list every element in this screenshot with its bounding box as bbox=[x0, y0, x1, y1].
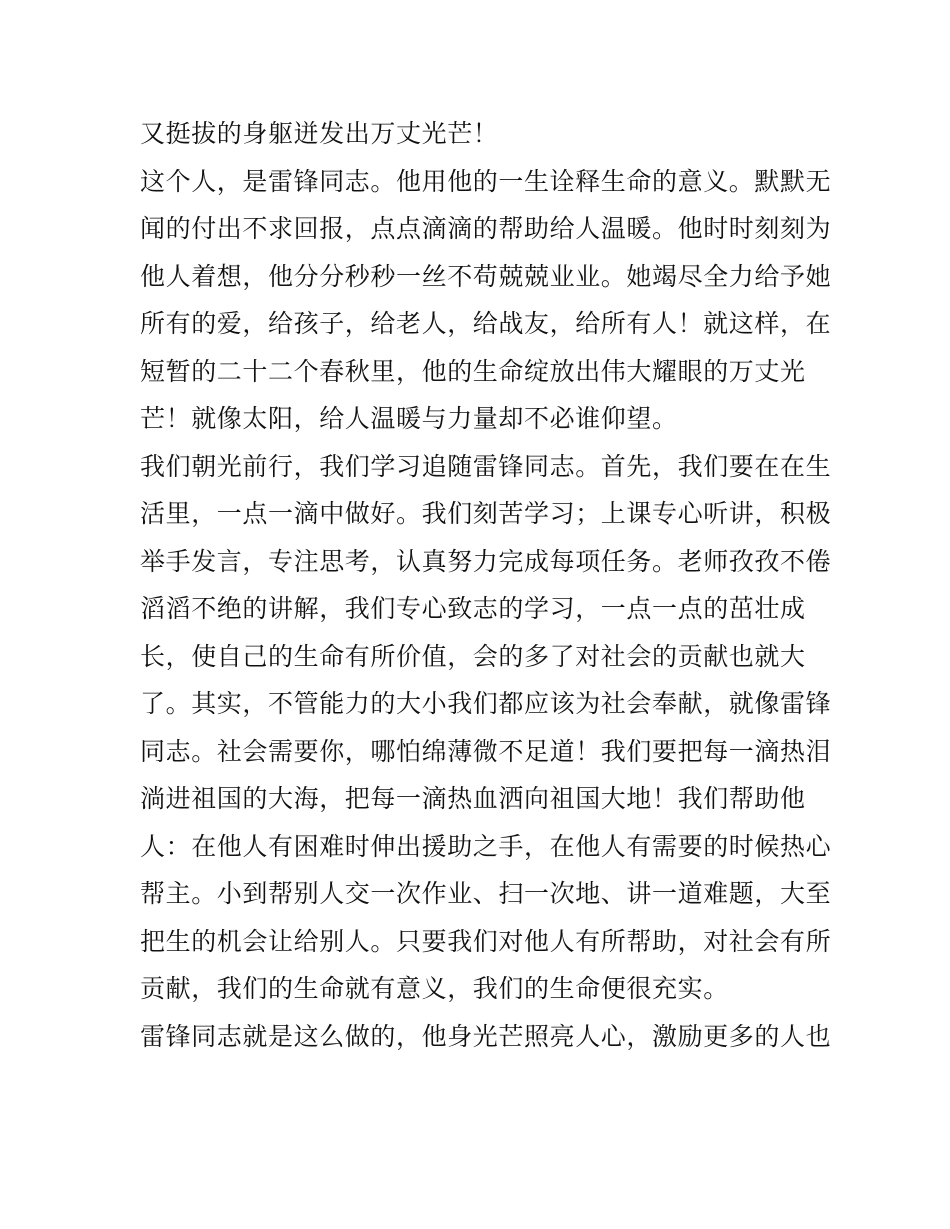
text-line: 闻的付出不求回报，点点滴滴的帮助给人温暖。他时时刻刻为 bbox=[140, 214, 832, 243]
text-line: 把生的机会让给别人。只要我们对他人有所帮助，对社会有所 bbox=[140, 926, 832, 956]
text-line: 他人着想，他分分秒秒一丝不苟兢兢业业。她竭尽全力给予她 bbox=[140, 261, 832, 291]
text-line: 活里，一点一滴中做好。我们刻苦学习；上课专心听讲，积极 bbox=[140, 499, 832, 528]
text-line: 贡献，我们的生命就有意义，我们的生命便很充实。 bbox=[140, 974, 729, 1003]
document-body bbox=[140, 110, 832, 1060]
text-line: 我们朝光前行，我们学习追随雷锋同志。首先，我们要在在生 bbox=[140, 451, 832, 481]
text-line: 所有的爱，给孩子，给老人，给战友，给所有人！就这样，在 bbox=[140, 309, 832, 338]
text-line: 人：在他人有困难时伸出援助之手，在他人有需要的时候热心 bbox=[140, 831, 832, 861]
text-line: 这个人，是雷锋同志。他用他的一生诠释生命的意义。默默无 bbox=[140, 166, 832, 196]
text-line: 同志。社会需要你，哪怕绵薄微不足道！我们要把每一滴热泪 bbox=[140, 736, 832, 766]
text-line: 淌进祖国的大海，把每一滴热血洒向祖国大地！我们帮助他 bbox=[140, 784, 806, 813]
text-line: 举手发言，专注思考，认真努力完成每项任务。老师孜孜不倦 bbox=[140, 546, 832, 576]
text-line: 滔滔不绝的讲解，我们专心致志的学习，一点一点的茁壮成 bbox=[140, 594, 806, 623]
text-line: 又挺拔的身躯迸发出万丈光芒！ bbox=[140, 119, 499, 148]
text-line: 芒！就像太阳，给人温暖与力量却不必谁仰望。 bbox=[140, 404, 678, 433]
text-line: 短暂的二十二个春秋里，他的生命绽放出伟大耀眼的万丈光 bbox=[140, 356, 806, 386]
text-line: 帮主。小到帮别人交一次作业、扫一次地、讲一道难题，大至 bbox=[140, 879, 832, 908]
text-line: 雷锋同志就是这么做的，他身光芒照亮人心，激励更多的人也 bbox=[140, 1021, 832, 1051]
text-line: 了。其实，不管能力的大小我们都应该为社会奉献，就像雷锋 bbox=[140, 689, 832, 718]
text-line: 长，使自己的生命有所价值，会的多了对社会的贡献也就大 bbox=[140, 641, 806, 671]
